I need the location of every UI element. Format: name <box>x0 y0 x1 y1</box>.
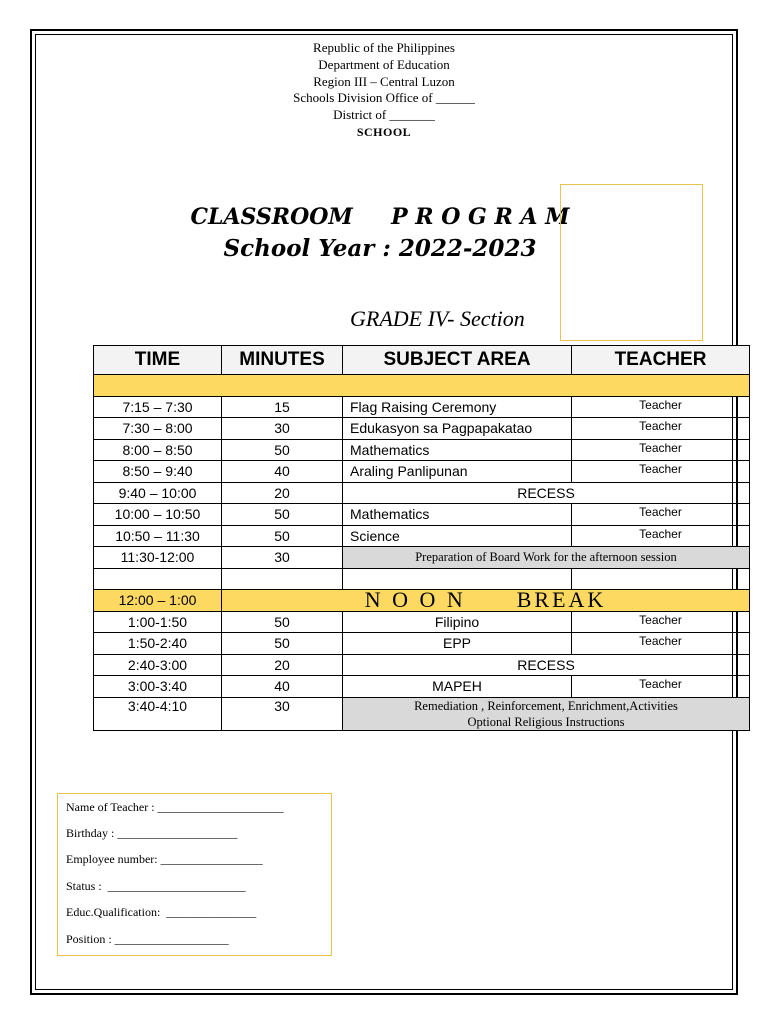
table-row <box>94 633 750 655</box>
status-field[interactable]: Status : _______________________ <box>66 879 246 893</box>
time-cell: 8:50 – 9:40 <box>94 461 222 483</box>
school-year: School Year : 2022-2023 <box>223 235 537 262</box>
time-cell: 7:30 – 8:00 <box>94 418 222 440</box>
time-cell: 3:00-3:40 <box>94 676 222 698</box>
table-row <box>94 676 750 698</box>
table-row <box>94 654 750 676</box>
birthday-field[interactable]: Birthday : ____________________ <box>66 826 238 840</box>
header-line-district: District of _______ <box>333 107 435 123</box>
minutes-cell: 15 <box>222 396 343 418</box>
recess-cell: RECESS <box>343 654 750 676</box>
minutes-cell: 40 <box>222 676 343 698</box>
teacher-cell: Teacher <box>572 439 750 461</box>
grade-section: GRADE IV- Section <box>350 306 525 331</box>
teacher-cell: Teacher <box>572 611 750 633</box>
time-cell: 12:00 – 1:00 <box>94 590 222 612</box>
time-cell: 7:15 – 7:30 <box>94 396 222 418</box>
table-row <box>94 418 750 440</box>
subject-cell: Edukasyon sa Pagpapakatao <box>343 418 572 440</box>
time-cell: 3:40-4:10 <box>94 697 222 730</box>
table-row <box>94 697 750 730</box>
subject-cell: Mathematics <box>343 439 572 461</box>
header-time: TIME <box>94 346 222 375</box>
header-minutes: MINUTES <box>222 346 343 375</box>
minutes-cell: 20 <box>222 654 343 676</box>
note-line-religious: Optional Religious Instructions <box>467 714 625 729</box>
header-line-republic: Republic of the Philippines <box>313 40 455 55</box>
table-row <box>94 611 750 633</box>
header-line-division: Schools Division Office of ______ <box>293 90 475 106</box>
teacher-cell: Teacher <box>572 676 750 698</box>
table-row <box>94 396 750 418</box>
time-cell: 2:40-3:00 <box>94 654 222 676</box>
note-cell: Preparation of Board Work for the afternoon session <box>343 547 750 569</box>
teacher-cell: Teacher <box>572 418 750 440</box>
header-subject-area: SUBJECT AREA <box>343 346 572 375</box>
time-cell: 1:50-2:40 <box>94 633 222 655</box>
minutes-cell: 50 <box>222 633 343 655</box>
employee-number-field[interactable]: Employee number: _________________ <box>66 852 263 866</box>
time-cell: 8:00 – 8:50 <box>94 439 222 461</box>
table-row <box>94 439 750 461</box>
time-cell: 9:40 – 10:00 <box>94 482 222 504</box>
subject-cell: Araling Panlipunan <box>343 461 572 483</box>
position-field[interactable]: Position : ___________________ <box>66 932 229 946</box>
minutes-cell: 50 <box>222 525 343 547</box>
teacher-cell: Teacher <box>572 525 750 547</box>
schedule-table <box>93 345 750 731</box>
name-of-teacher-field[interactable]: Name of Teacher : _____________________ <box>66 800 284 814</box>
time-cell: 10:50 – 11:30 <box>94 525 222 547</box>
teacher-cell: Teacher <box>572 396 750 418</box>
minutes-cell: 30 <box>222 418 343 440</box>
header-line-department: Department of Education <box>318 56 450 72</box>
noon-break-row <box>94 590 750 612</box>
minutes-cell: 50 <box>222 439 343 461</box>
minutes-cell: 20 <box>222 482 343 504</box>
subject-cell: Filipino <box>343 611 572 633</box>
photo-placeholder <box>560 184 703 341</box>
recess-cell: RECESS <box>343 482 750 504</box>
teacher-info-box <box>57 793 332 956</box>
note-cell <box>343 697 750 730</box>
table-row <box>94 461 750 483</box>
table-row <box>94 504 750 526</box>
subject-cell: EPP <box>343 633 572 655</box>
header-line-region: Region III – Central Luzon <box>313 73 455 89</box>
time-cell: 1:00-1:50 <box>94 611 222 633</box>
table-row <box>94 547 750 569</box>
document-title: CLASSROOM P R O G R A M <box>190 204 570 230</box>
time-cell: 11:30-12:00 <box>94 547 222 569</box>
minutes-cell: 30 <box>222 547 343 569</box>
subject-cell: MAPEH <box>343 676 572 698</box>
teacher-cell: Teacher <box>572 461 750 483</box>
subject-cell: Science <box>343 525 572 547</box>
empty-row <box>94 568 750 590</box>
minutes-cell: 50 <box>222 611 343 633</box>
noon-break-label: N O O N BREAK <box>222 590 750 612</box>
header-school: SCHOOL <box>356 124 412 139</box>
table-row <box>94 482 750 504</box>
time-cell: 10:00 – 10:50 <box>94 504 222 526</box>
note-line-remediation: Remediation , Reinforcement, Enrichment,Activities <box>414 698 678 713</box>
subject-cell: Mathematics <box>343 504 572 526</box>
header-teacher: TEACHER <box>572 346 750 375</box>
teacher-cell: Teacher <box>572 504 750 526</box>
table-row <box>94 525 750 547</box>
letterhead <box>0 40 768 141</box>
yellow-spacer-row <box>94 375 750 397</box>
teacher-cell: Teacher <box>572 633 750 655</box>
subject-cell: Flag Raising Ceremony <box>343 396 572 418</box>
table-header-row <box>94 346 750 375</box>
educ-qualification-field[interactable]: Educ.Qualification: _______________ <box>66 905 257 919</box>
minutes-cell: 30 <box>222 697 343 730</box>
minutes-cell: 50 <box>222 504 343 526</box>
minutes-cell: 40 <box>222 461 343 483</box>
